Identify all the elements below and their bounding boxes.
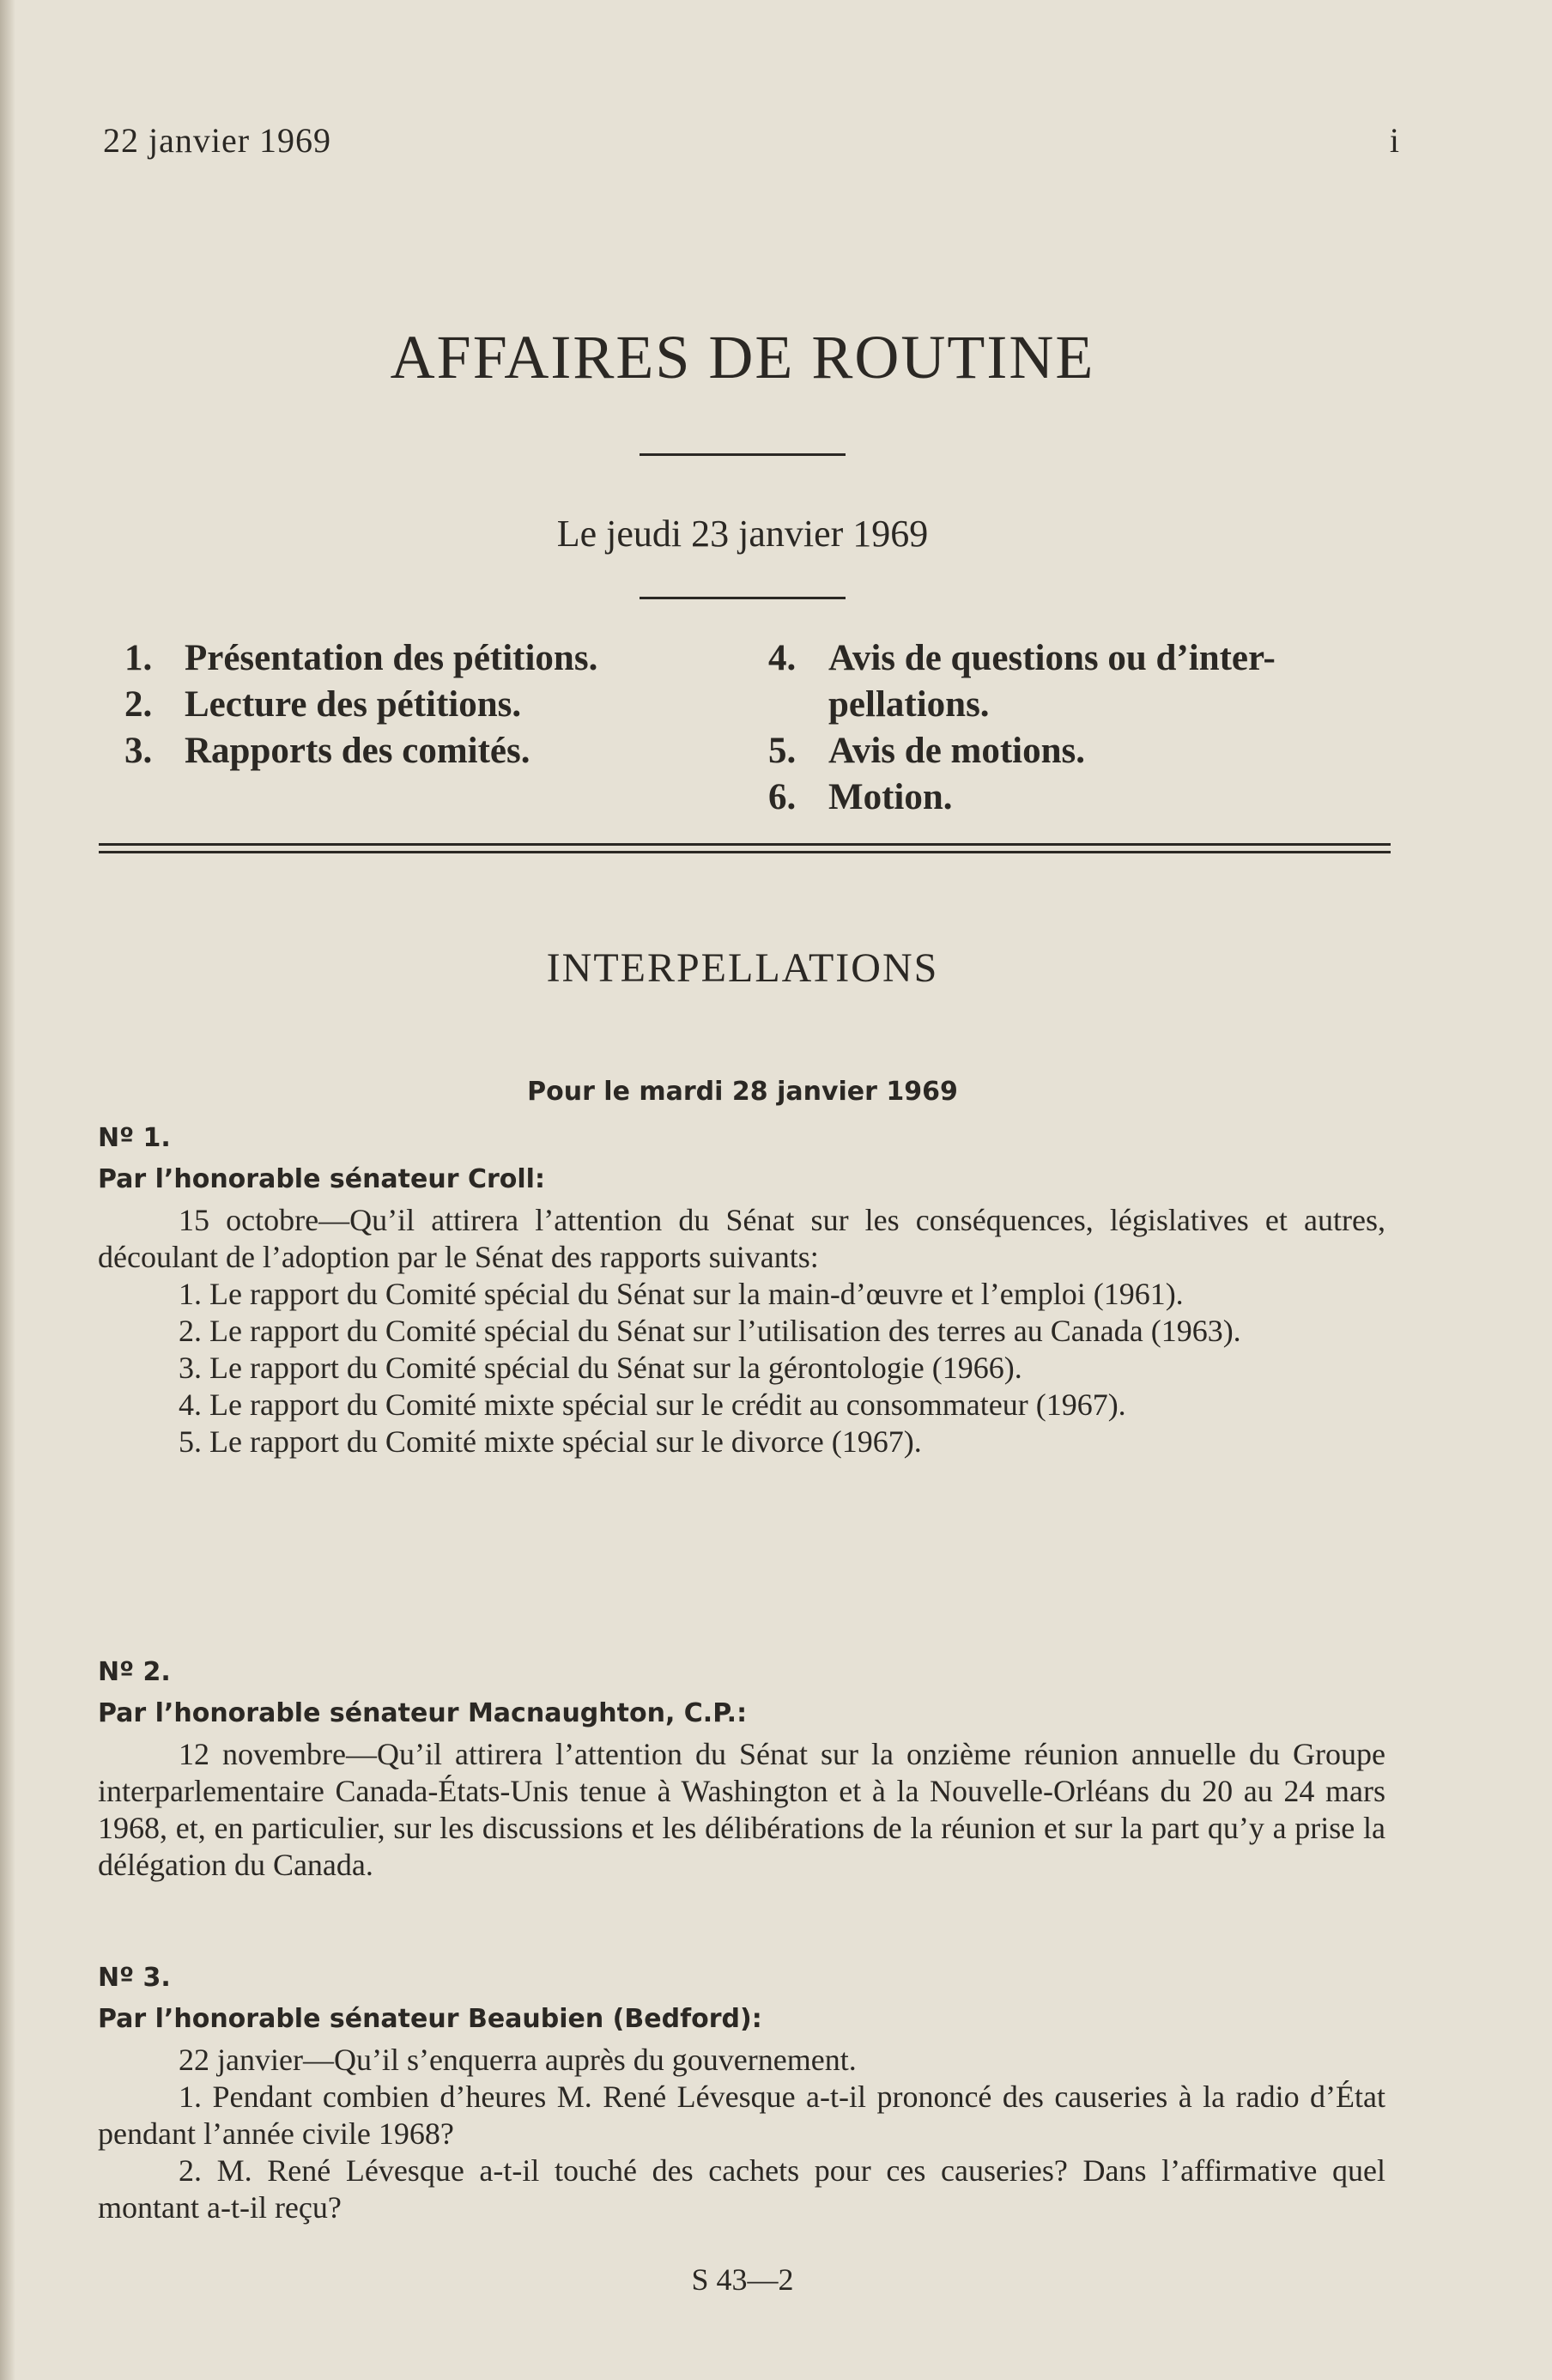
interpellation-number: Nº 3. — [98, 1963, 171, 1993]
section-divider-bottom — [99, 851, 1391, 853]
header-date: 22 janvier 1969 — [103, 121, 332, 160]
section-date: Pour le mardi 28 janvier 1969 — [527, 1077, 958, 1107]
interpellation-3 — [98, 1963, 1385, 2226]
interpellation-2 — [98, 1657, 1385, 1884]
interpellation-number: Nº 2. — [98, 1657, 171, 1687]
routine-item: 4. Avis de questions ou d’inter-pellations. — [768, 638, 1276, 725]
paragraph: 22 janvier—Qu’il s’enquerra auprès du gouvernement. — [179, 2043, 857, 2077]
routine-item: 3. Rapports des comités. — [124, 731, 530, 771]
title-rule — [640, 453, 846, 456]
routine-item: 2. Lecture des pétitions. — [124, 684, 522, 725]
paragraph: 12 novembre—Qu’il attirera l’attention du Sénat sur la onzième réunion annuelle du Groupe interparlementaire Canada-États-Unis tenue à Washington et à la Nouvelle-Orléans du 20 au 24 mars 1968, et, en particulier, sur les discussions et les délibérations de la réunion et sur la part qu’y a prise la délégation du Canada. — [98, 1737, 1385, 1882]
paragraph: 4. Le rapport du Comité mixte spécial sur le crédit au consommateur (1967). — [179, 1387, 1126, 1422]
section-title: INTERPELLATIONS — [546, 945, 939, 991]
routine-item: 5. Avis de motions. — [768, 731, 1086, 771]
paragraph: 5. Le rapport du Comité mixte spécial sur le divorce (1967). — [179, 1424, 922, 1459]
subtitle-rule — [640, 597, 846, 599]
routine-item: 6. Motion. — [768, 777, 953, 817]
printer-signature: S 43—2 — [691, 2262, 794, 2297]
routine-items-right — [768, 635, 1412, 821]
paragraph: 15 octobre—Qu’il attirera l’attention du Sénat sur les conséquences, législatives et autres, découlant de l’adoption par le Sénat des rapports suivants: — [98, 1203, 1385, 1274]
paragraph: 1. Le rapport du Comité spécial du Sénat sur la main-d’œuvre et l’emploi (1961). — [179, 1277, 1184, 1311]
paragraph: 2. Le rapport du Comité spécial du Sénat sur l’utilisation des terres au Canada (1963). — [179, 1314, 1241, 1348]
routine-item: 1. Présentation des pétitions. — [124, 638, 598, 678]
interpellation-author: Par l’honorable sénateur Beaubien (Bedford): — [98, 2004, 762, 2034]
interpellation-1 — [98, 1123, 1385, 1460]
paragraph: 2. M. René Lévesque a-t-il touché des cachets pour ces causeries? Dans l’affirmative quel montant a-t-il reçu? — [98, 2153, 1385, 2225]
routine-items-left — [124, 635, 725, 774]
interpellation-number: Nº 1. — [98, 1123, 171, 1153]
interpellation-author: Par l’honorable sénateur Macnaughton, C.P.: — [98, 1698, 748, 1728]
interpellation-author: Par l’honorable sénateur Croll: — [98, 1164, 545, 1194]
page-title: AFFAIRES DE ROUTINE — [390, 323, 1095, 392]
page-number: i — [1389, 121, 1399, 160]
paragraph: 3. Le rapport du Comité spécial du Sénat sur la gérontologie (1966). — [179, 1351, 1022, 1385]
section-divider-top — [99, 843, 1391, 846]
running-header — [103, 120, 1399, 163]
paragraph: 1. Pendant combien d’heures M. René Lévesque a-t-il prononcé des causeries à la radio d’État pendant l’année civile 1968? — [98, 2079, 1385, 2151]
meeting-date: Le jeudi 23 janvier 1969 — [556, 513, 929, 555]
